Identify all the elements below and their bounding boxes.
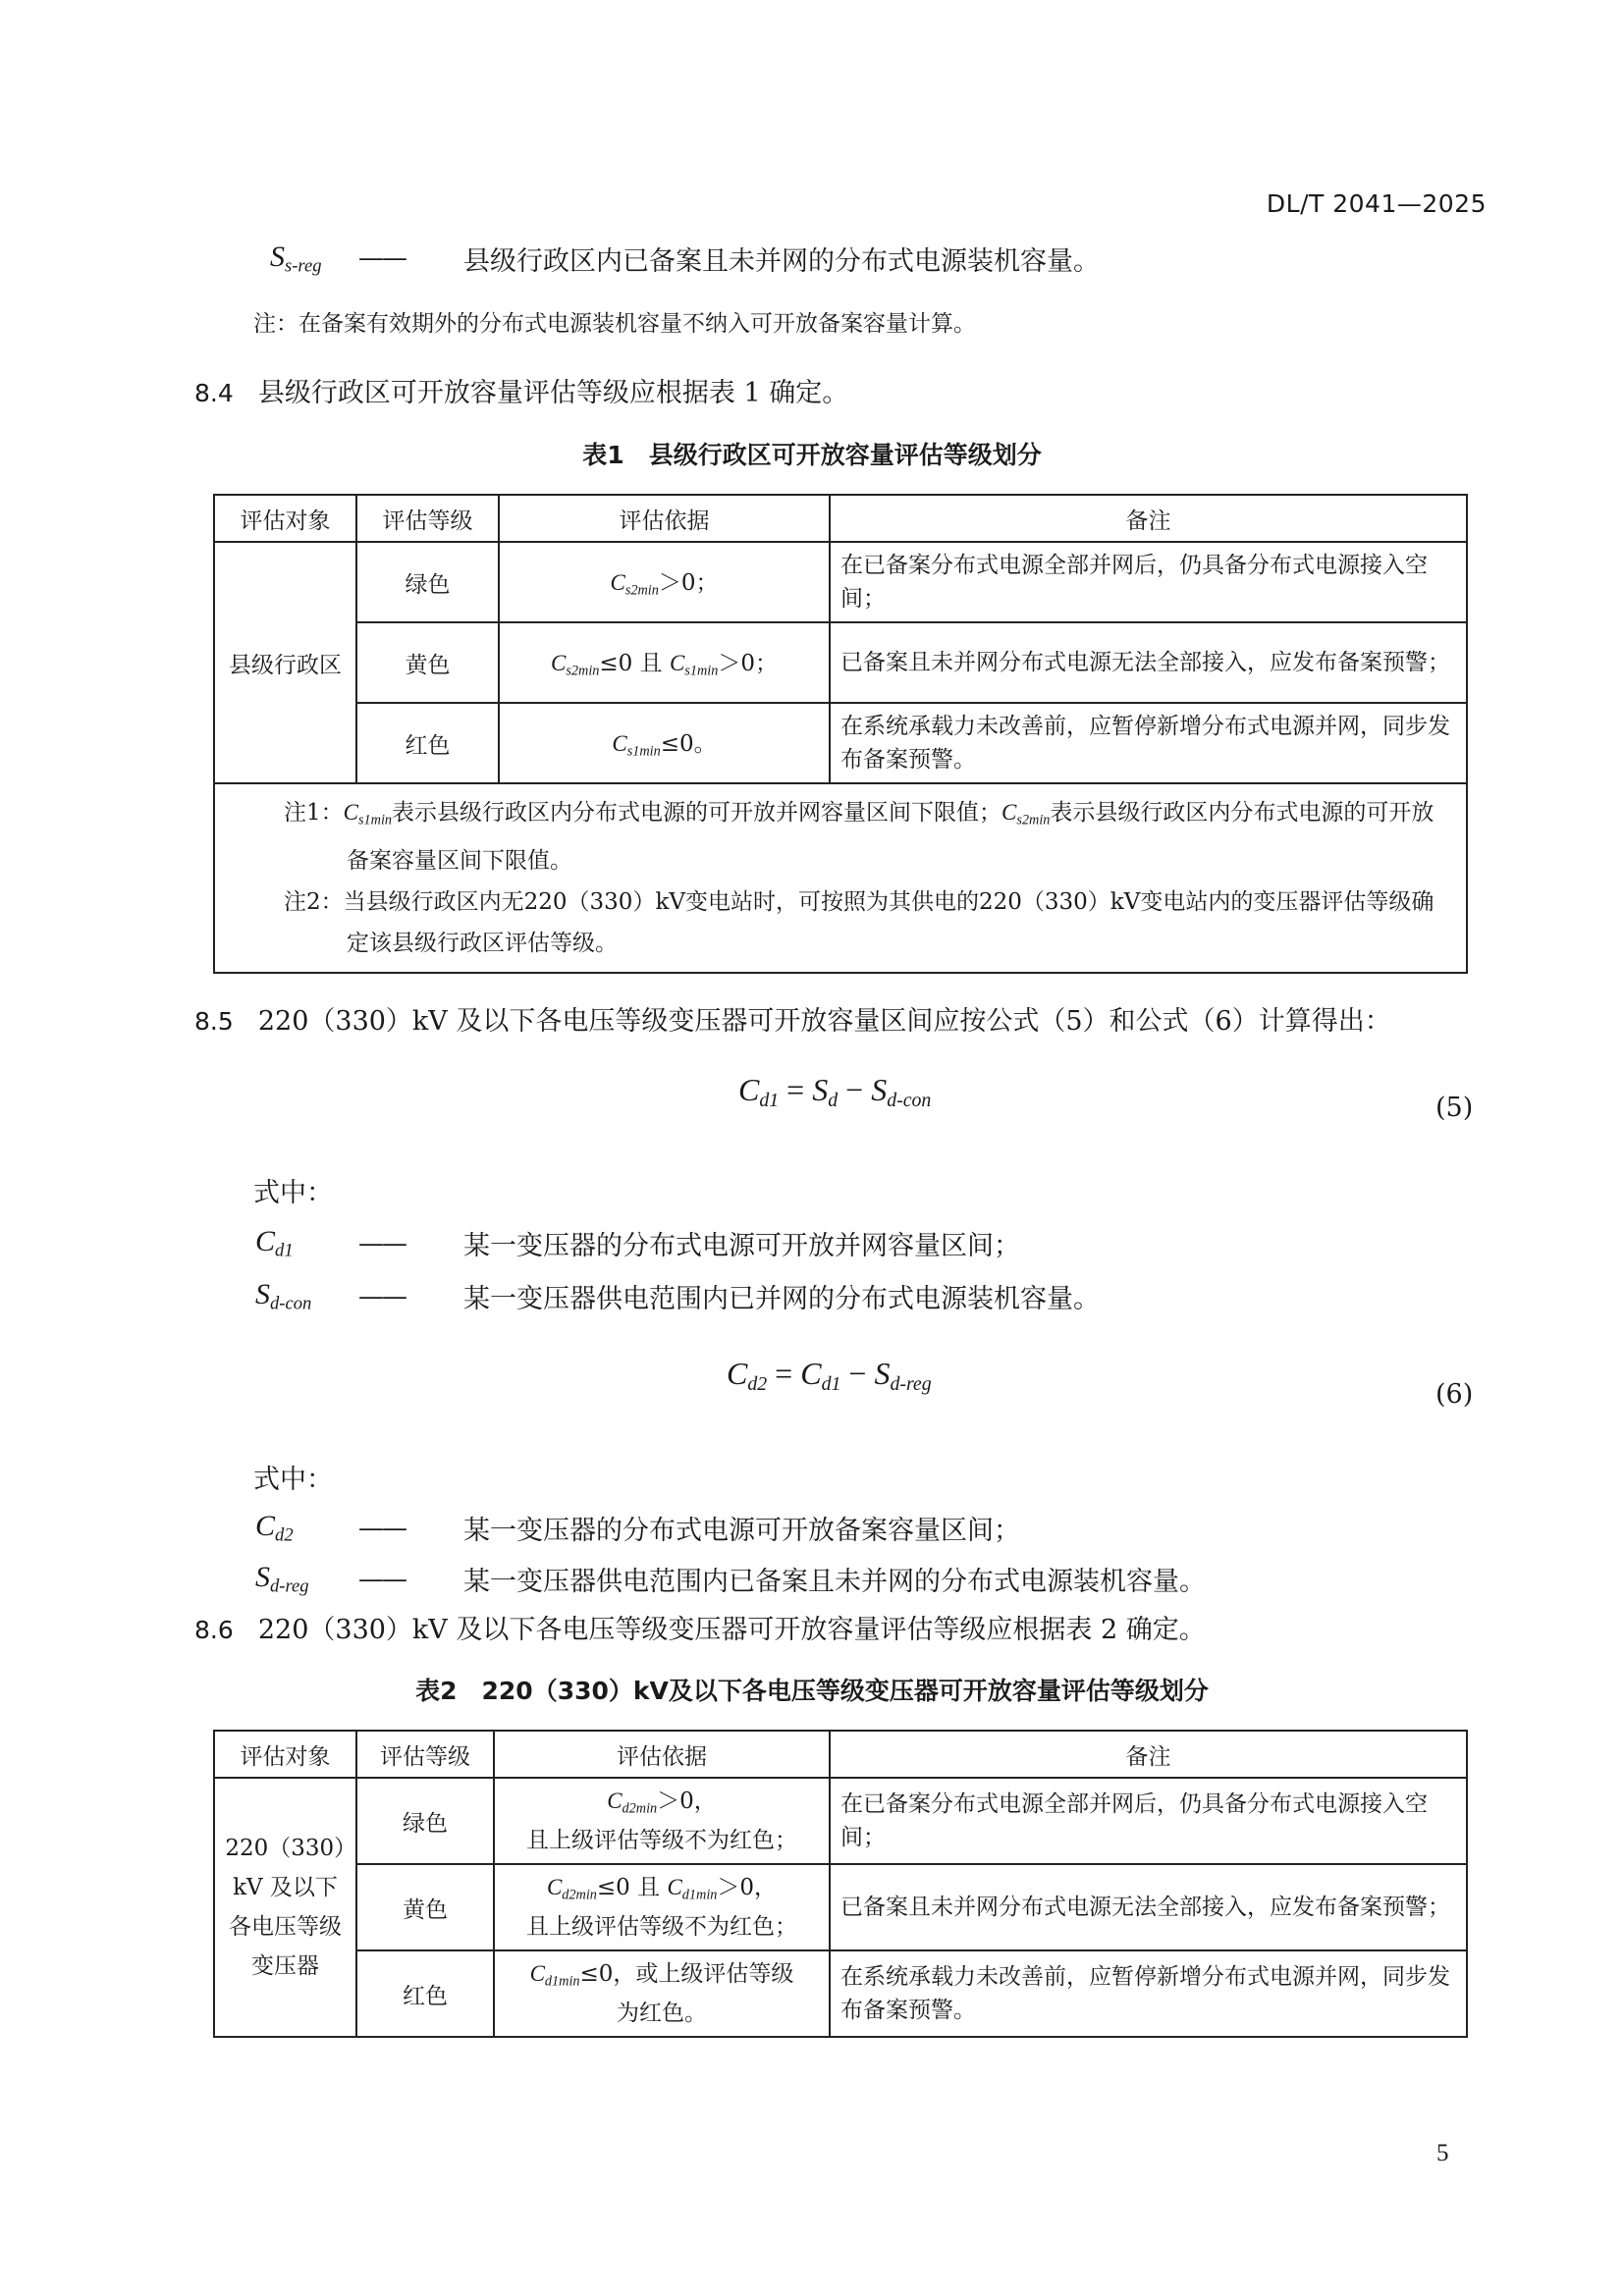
level-cell: 黄色 bbox=[356, 622, 499, 703]
definition-text: 某一变压器供电范围内已备案且未并网的分布式电源装机容量。 bbox=[463, 1567, 1206, 1597]
clause-8-6 bbox=[194, 1608, 1206, 1646]
header-cell: 评估依据 bbox=[499, 495, 830, 542]
note: 注：在备案有效期外的分布式电源装机容量不纳入可开放备案容量计算。 bbox=[253, 311, 976, 337]
clause-text: 220（330）kV 及以下各电压等级变压器可开放容量区间应按公式（5）和公式（6）计算得出： bbox=[257, 1006, 1391, 1037]
table-row bbox=[214, 1778, 1467, 1864]
table1-caption: 表1 县级行政区可开放容量评估等级划分 bbox=[582, 441, 1042, 469]
basis-cell: $C_{d2min}>0$， 且上级评估等级不为红色； bbox=[494, 1778, 830, 1864]
definition-text: 某一变压器供电范围内已并网的分布式电源装机容量。 bbox=[463, 1284, 1100, 1314]
table1 bbox=[213, 494, 1468, 974]
level-cell: 红色 bbox=[356, 1950, 494, 2037]
object-cell: 县级行政区 bbox=[214, 542, 356, 783]
table-row bbox=[214, 542, 1467, 622]
notes-cell bbox=[214, 783, 1467, 973]
definition-dash: —— bbox=[358, 1565, 406, 1594]
table2-header-row bbox=[214, 1731, 1467, 1778]
remark-cell: 在已备案分布式电源全部并网后，仍具备分布式电源接入空间； bbox=[830, 542, 1467, 622]
remark-cell: 已备案且未并网分布式电源无法全部接入，应发布备案预警； bbox=[830, 1864, 1467, 1950]
header-cell: 评估对象 bbox=[214, 1731, 356, 1778]
symbol-definition bbox=[270, 240, 322, 278]
table1-header-row bbox=[214, 495, 1467, 542]
clause-8-4 bbox=[194, 371, 848, 409]
clause-number: 8.5 bbox=[194, 1007, 234, 1036]
table-row bbox=[214, 1950, 1467, 2037]
definition-dash: —— bbox=[358, 1514, 406, 1543]
remark-cell: 在系统承载力未改善前，应暂停新增分布式电源并网，同步发布备案预警。 bbox=[830, 703, 1467, 783]
table1-notes-row bbox=[214, 783, 1467, 973]
basis-cell: $C_{d2min}\le 0$ 且 $C_{d1min}>0$， 且上级评估等级不为红色； bbox=[494, 1864, 830, 1950]
object-cell: 220（330）kV 及以下各电压等级变压器 bbox=[214, 1778, 356, 2037]
header-cell: 评估等级 bbox=[356, 495, 499, 542]
level-cell: 绿色 bbox=[356, 1778, 494, 1864]
remark-cell: 在已备案分布式电源全部并网后，仍具备分布式电源接入空间； bbox=[830, 1778, 1467, 1864]
clause-text: 县级行政区可开放容量评估等级应根据表 1 确定。 bbox=[257, 378, 849, 408]
table-row bbox=[214, 1864, 1467, 1950]
remark-cell: 在系统承载力未改善前，应暂停新增分布式电源并网，同步发布备案预警。 bbox=[830, 1950, 1467, 2037]
table-row bbox=[214, 703, 1467, 783]
symbol: $C_{d2}$ bbox=[255, 1510, 294, 1546]
header-cell: 评估依据 bbox=[494, 1731, 830, 1778]
definition-dash: —— bbox=[358, 1229, 406, 1258]
clause-8-5 bbox=[194, 999, 1391, 1038]
table-row bbox=[214, 622, 1467, 703]
definition-text: 某一变压器的分布式电源可开放并网容量区间； bbox=[463, 1231, 1020, 1261]
symbol: $S_{s-reg}$ bbox=[270, 240, 322, 277]
clause-text: 220（330）kV 及以下各电压等级变压器可开放容量评估等级应根据表 2 确定。 bbox=[257, 1615, 1206, 1645]
symbol: $S_{d-con}$ bbox=[255, 1278, 312, 1314]
definition-dash: —— bbox=[358, 1282, 406, 1311]
equation-5: $C_{d1} = S_d - S_{d-con}$ bbox=[738, 1072, 932, 1111]
level-cell: 红色 bbox=[356, 703, 499, 783]
page-number: 5 bbox=[1436, 2140, 1449, 2166]
where-label: 式中： bbox=[253, 1178, 333, 1208]
header-cell: 评估对象 bbox=[214, 495, 356, 542]
definition-dash: —— bbox=[358, 243, 406, 273]
table2-caption: 表2 220（330）kV及以下各电压等级变压器可开放容量评估等级划分 bbox=[415, 1677, 1209, 1705]
level-cell: 黄色 bbox=[356, 1864, 494, 1950]
header-cell: 备注 bbox=[830, 1731, 1467, 1778]
equation-6: $C_{d2} = C_{d1} - S_{d-reg}$ bbox=[727, 1356, 932, 1395]
level-cell: 绿色 bbox=[356, 542, 499, 622]
header-cell: 备注 bbox=[830, 495, 1467, 542]
definition-text: 县级行政区内已备案且未并网的分布式电源装机容量。 bbox=[463, 246, 1100, 277]
table2 bbox=[213, 1730, 1468, 2038]
basis-cell: $C_{s1min}\le 0$。 bbox=[499, 703, 830, 783]
header-cell: 评估等级 bbox=[356, 1731, 494, 1778]
equation-number: (5) bbox=[1435, 1093, 1474, 1123]
note-1: 注1：$C_{s1min}$表示县级行政区内分布式电源的可开放并网容量区间下限值；$C_{s2min}$表示县级行政区内分布式电源的可开放备案容量区间下限值。 bbox=[284, 800, 1435, 875]
clause-number: 8.4 bbox=[194, 379, 234, 407]
where-label: 式中： bbox=[253, 1465, 333, 1495]
note-2: 注2：当县级行政区内无220（330）kV变电站时，可按照为其供电的220（330）kV变电站内的变压器评估等级确定该县级行政区评估等级。 bbox=[284, 889, 1435, 957]
symbol: $C_{d1}$ bbox=[255, 1225, 294, 1261]
remark-cell: 已备案且未并网分布式电源无法全部接入，应发布备案预警； bbox=[830, 622, 1467, 703]
equation-number: (6) bbox=[1435, 1379, 1474, 1410]
basis-cell: $C_{s2min}>0$； bbox=[499, 542, 830, 622]
basis-cell: $C_{d1min}\le 0$，或上级评估等级 为红色。 bbox=[494, 1950, 830, 2037]
definition-text: 某一变压器的分布式电源可开放备案容量区间； bbox=[463, 1516, 1020, 1546]
clause-number: 8.6 bbox=[194, 1616, 234, 1644]
symbol: $S_{d-reg}$ bbox=[255, 1561, 309, 1597]
standard-code: DL/T 2041—2025 bbox=[1266, 189, 1487, 218]
basis-cell: $C_{s2min}\le 0$ 且 $C_{s1min}>0$； bbox=[499, 622, 830, 703]
